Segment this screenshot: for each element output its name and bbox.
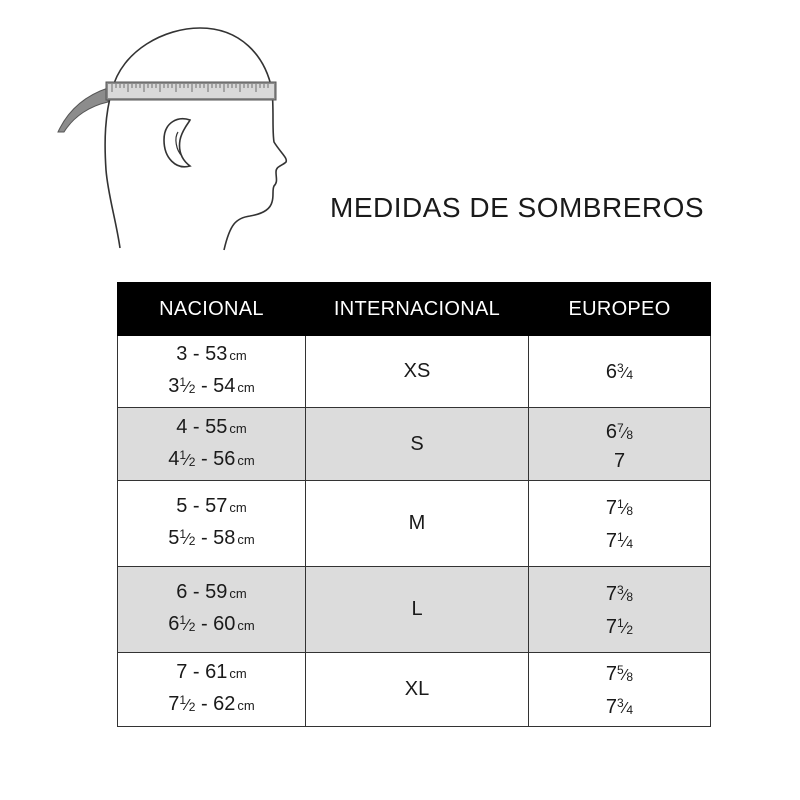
europeo-line [529,610,710,643]
size-cm: 56 [213,447,236,470]
size-unit: cm [229,666,247,681]
europeo-line [529,690,710,723]
euro-whole: 7 [605,662,618,685]
size-cm: 60 [213,613,236,635]
size-separator: - [187,581,206,603]
size-whole: 5 [176,495,188,517]
size-separator: - [195,613,214,635]
header-internacional: INTERNACIONAL [306,283,529,336]
size-whole: 3 [176,343,188,365]
size-separator: - [187,343,206,365]
page-title: MEDIDAS DE SOMBREROS [330,192,705,223]
table-row [118,653,711,727]
size-fraction: $^1⁄_2$ [179,527,196,548]
europeo-line [529,577,710,610]
nacional-line [118,659,305,687]
nacional-line [118,687,305,720]
nacional-line [118,521,305,554]
hat-size-table [117,282,711,727]
cell-nacional [118,408,306,481]
size-cm: 58 [213,527,236,549]
tape-tail [58,88,108,132]
cell-europeo [529,481,711,567]
size-whole: 7 [176,661,188,683]
cell-nacional [118,336,306,408]
euro-whole: 7 [605,615,618,638]
size-cm: 54 [213,375,236,397]
nacional-line [118,341,305,369]
euro-fraction: $^5⁄_8$ [617,662,634,684]
euro-whole: 7 [605,496,618,519]
head-profile-icon [50,20,310,260]
euro-fraction: $^7⁄_8$ [617,420,634,442]
europeo-line [529,491,710,524]
size-cm: 61 [205,661,228,683]
euro-whole: 7 [605,582,618,605]
ear-outline [164,119,190,167]
cell-europeo [529,408,711,481]
nacional-line [118,369,305,402]
size-whole: 7 [168,693,180,715]
size-cm: 62 [213,693,236,715]
europeo-line [529,657,710,690]
size-whole: 4 [168,447,180,470]
head-outline [105,28,286,250]
size-separator: - [187,415,206,438]
size-separator: - [195,375,214,397]
size-unit: cm [237,532,255,547]
euro-whole: 7 [605,529,618,552]
size-unit: cm [229,348,247,363]
nacional-line [118,607,305,640]
nacional-line [118,414,305,442]
size-separator: - [195,447,214,470]
size-unit: cm [237,380,255,395]
header-europeo: EUROPEO [529,283,711,336]
size-whole: 6 [168,613,180,635]
head-measuring-illustration [50,20,310,260]
table-row [118,408,711,481]
size-unit: cm [237,698,255,713]
euro-fraction: $^3⁄_4$ [617,695,634,717]
euro-fraction: $^3⁄_8$ [617,582,634,604]
header-nacional: NACIONAL [118,283,306,336]
size-separator: - [195,527,214,549]
size-cm: 55 [205,415,228,438]
table-row [118,567,711,653]
size-separator: - [187,661,206,683]
cell-internacional: XS [306,336,529,408]
euro-fraction: $^3⁄_4$ [617,361,634,382]
euro-whole: 6 [605,361,618,383]
cell-nacional [118,481,306,567]
europeo-line [529,415,710,448]
euro-fraction: $^1⁄_2$ [617,615,634,637]
size-unit: cm [237,452,255,468]
size-whole: 4 [176,415,188,438]
euro-whole: 7 [605,695,618,718]
size-fraction: $^1⁄_2$ [179,693,196,714]
table-body [118,336,711,727]
size-whole: 3 [168,375,180,397]
size-fraction: $^1⁄_2$ [179,613,196,634]
size-unit: cm [237,618,255,633]
cell-internacional: L [306,567,529,653]
size-cm: 53 [205,343,228,365]
euro-fraction: $^1⁄_8$ [617,496,634,518]
size-cm: 57 [205,495,228,517]
europeo-line [529,524,710,557]
size-unit: cm [229,586,247,601]
cell-europeo [529,567,711,653]
euro-whole: 6 [605,420,618,443]
size-cm: 59 [205,581,228,603]
cell-europeo [529,336,711,408]
size-unit: cm [229,500,247,515]
cell-nacional [118,653,306,727]
size-whole: 6 [176,581,188,603]
size-separator: - [195,693,214,715]
table-row [118,481,711,567]
size-separator: - [187,495,206,517]
euro-whole: 7 [613,449,626,472]
euro-fraction: $^1⁄_4$ [617,529,634,551]
size-unit: cm [229,420,247,436]
size-whole: 5 [168,527,180,549]
cell-internacional: XL [306,653,529,727]
table-header-row [118,283,711,336]
cell-internacional: S [306,408,529,481]
size-fraction: $^1⁄_2$ [179,447,196,469]
table-row [118,336,711,408]
nacional-line [118,579,305,607]
cell-europeo [529,653,711,727]
europeo-line [529,355,710,388]
europeo-line [529,448,710,474]
size-fraction: $^1⁄_2$ [179,375,196,396]
nacional-line [118,493,305,521]
cell-nacional [118,567,306,653]
cell-internacional: M [306,481,529,567]
nacional-line [118,442,305,475]
